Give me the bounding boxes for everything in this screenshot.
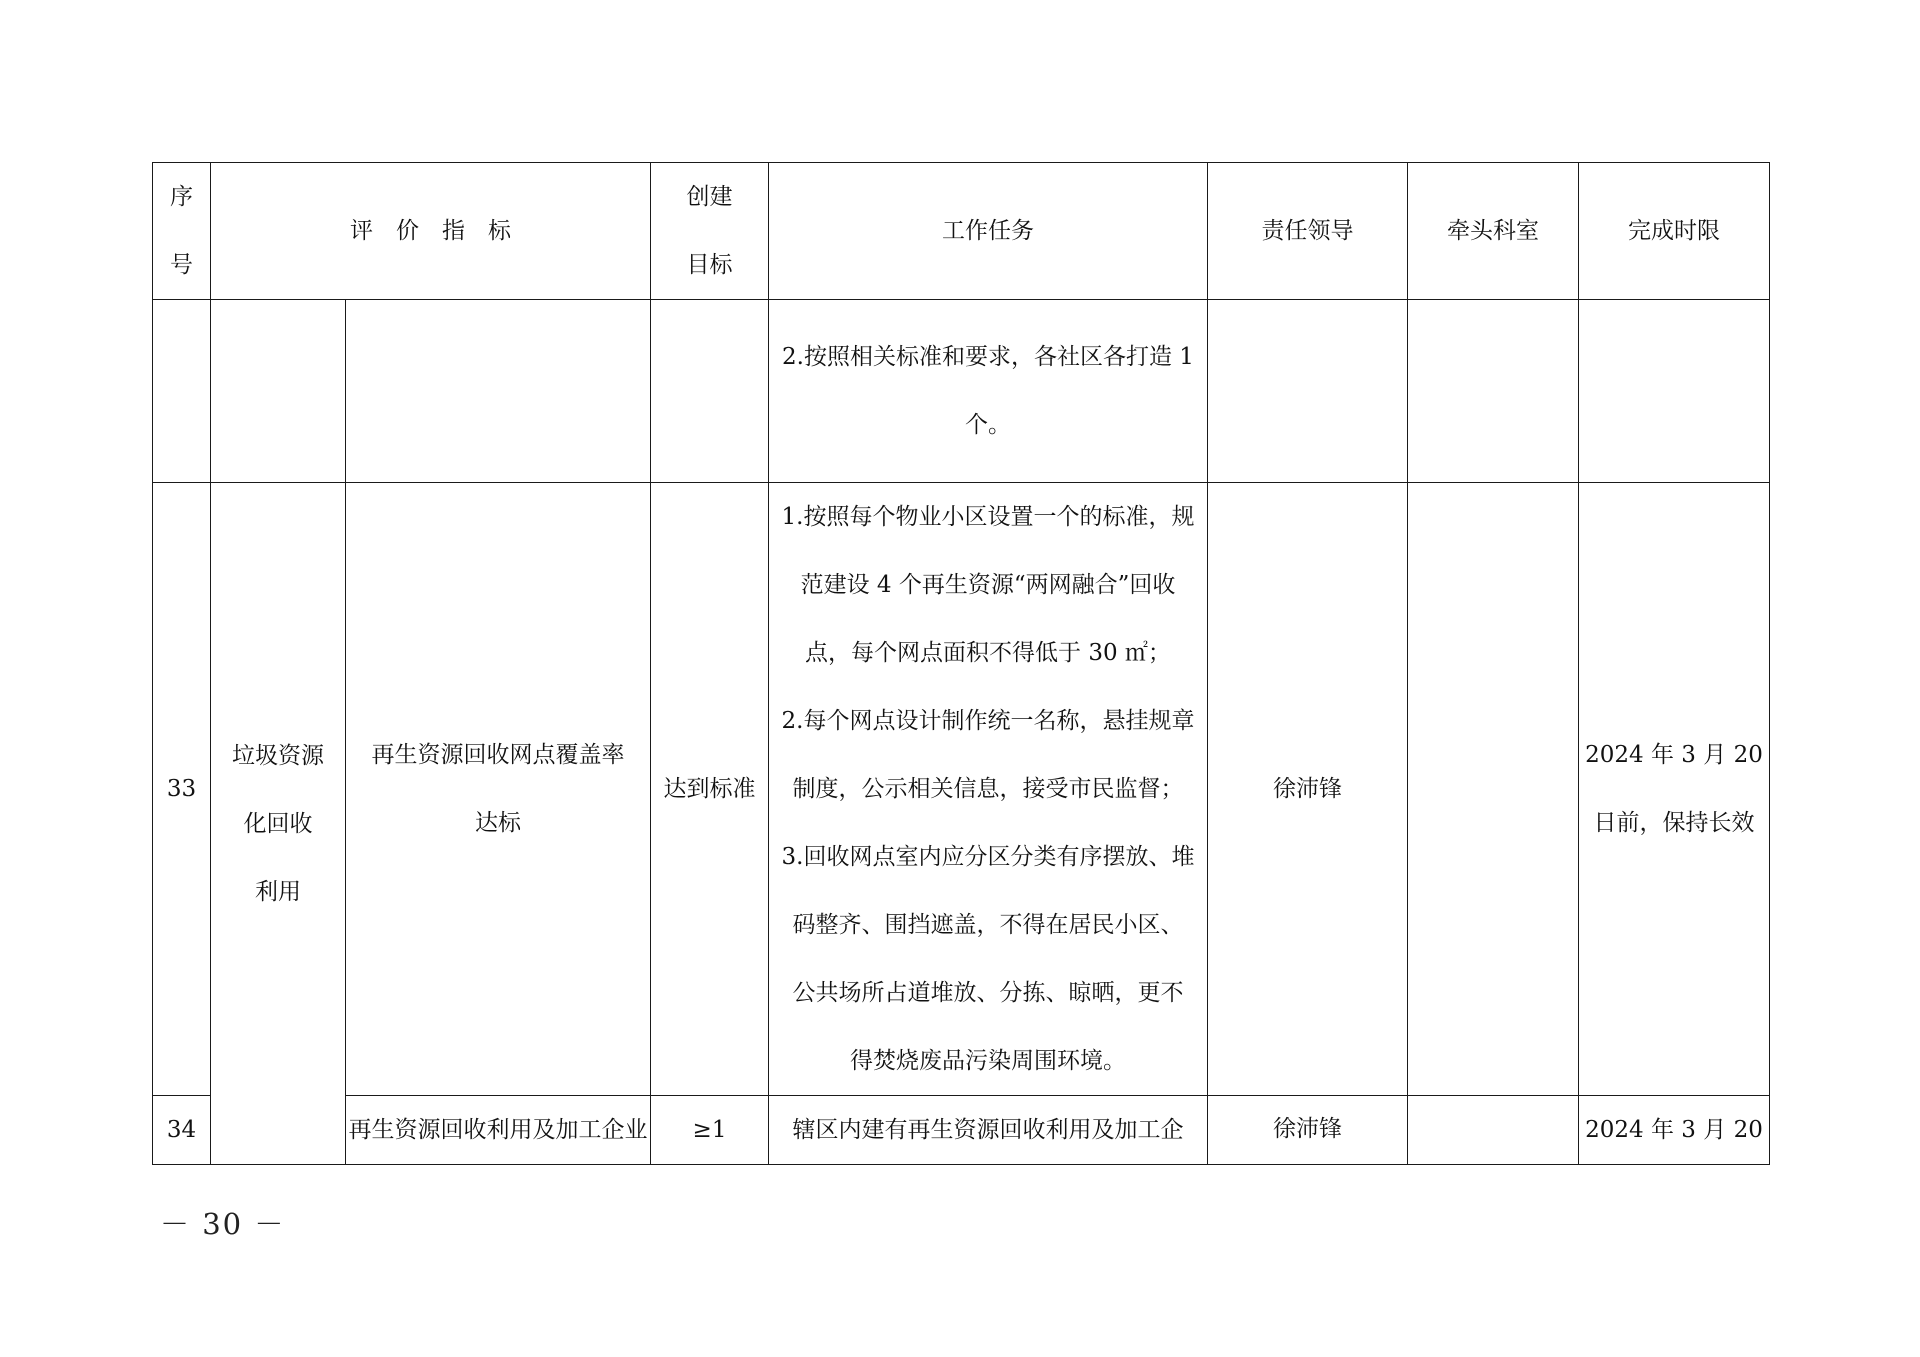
header-deadline: 完成时限 (1579, 163, 1770, 300)
cell-deadline: 2024 年 3 月 20 (1579, 1096, 1770, 1165)
cell-task: 辖区内建有再生资源回收利用及加工企 (769, 1096, 1208, 1165)
cell-leader: 徐沛锋 (1208, 1096, 1408, 1165)
cell-indicator: 再生资源回收利用及加工企业 (346, 1096, 651, 1165)
cell-task (769, 300, 1208, 483)
header-index (153, 163, 211, 300)
cell-task (769, 483, 1208, 1096)
header-target-line: 创建 (686, 184, 733, 210)
cell-target (651, 300, 769, 483)
task-line: 2.每个网点设计制作统一名称，悬挂规章 (781, 708, 1195, 734)
cell-leader (1208, 300, 1408, 483)
header-index-line: 号 (170, 252, 193, 278)
cell-deadline (1579, 483, 1770, 1096)
cell-target: ≥1 (651, 1096, 769, 1165)
task-line: 码整齐、围挡遮盖，不得在居民小区、 (792, 912, 1184, 938)
header-indicator (211, 163, 651, 300)
task-line: 公共场所占道堆放、分拣、晾晒，更不 (792, 980, 1184, 1006)
table-header-row (153, 163, 1770, 300)
category-line: 利用 (255, 878, 301, 905)
cell-department (1408, 300, 1579, 483)
cell-index: 33 (153, 483, 211, 1096)
deadline-line: 日前，保持长效 (1593, 810, 1755, 836)
cell-index: 34 (153, 1096, 211, 1165)
header-task: 工作任务 (769, 163, 1208, 300)
page-number: － 30 － (160, 1207, 286, 1241)
category-line: 垃圾资源 (232, 742, 324, 769)
cell-department (1408, 483, 1579, 1096)
header-target (651, 163, 769, 300)
task-line: 个。 (965, 412, 1011, 438)
deadline-line: 2024 年 3 月 20 (1585, 742, 1763, 768)
cell-leader: 徐沛锋 (1208, 483, 1408, 1096)
header-department: 牵头科室 (1408, 163, 1579, 300)
task-line: 范建设 4 个再生资源“两网融合”回收 (800, 572, 1176, 598)
category-line: 化回收 (243, 810, 313, 837)
header-leader: 责任领导 (1208, 163, 1408, 300)
cell-category (211, 483, 346, 1165)
table-row-34 (153, 1096, 1770, 1165)
cell-indicator (346, 300, 651, 483)
task-line: 3.回收网点室内应分区分类有序摆放、堆 (781, 844, 1195, 870)
cell-deadline (1579, 300, 1770, 483)
task-line: 点，每个网点面积不得低于 30 ㎡； (805, 640, 1171, 666)
cell-target: 达到标准 (651, 483, 769, 1096)
cell-category (211, 300, 346, 483)
header-target-line: 目标 (686, 252, 733, 278)
table-row-33 (153, 483, 1770, 1096)
task-line: 制度，公示相关信息，接受市民监督； (792, 776, 1184, 802)
indicator-line: 达标 (475, 810, 521, 836)
cell-index (153, 300, 211, 483)
header-indicator-label: 评 价 指 标 (350, 218, 511, 244)
indicator-line: 再生资源回收网点覆盖率 (371, 742, 625, 768)
header-index-line: 序 (170, 184, 193, 210)
cell-department (1408, 1096, 1579, 1165)
table-row-continued (153, 300, 1770, 483)
evaluation-table (152, 162, 1770, 1165)
cell-indicator (346, 483, 651, 1096)
task-line: 得焚烧废品污染周围环境。 (850, 1048, 1126, 1074)
task-line: 1.按照每个物业小区设置一个的标准，规 (781, 504, 1195, 530)
task-line: 2.按照相关标准和要求，各社区各打造 1 (782, 344, 1194, 370)
